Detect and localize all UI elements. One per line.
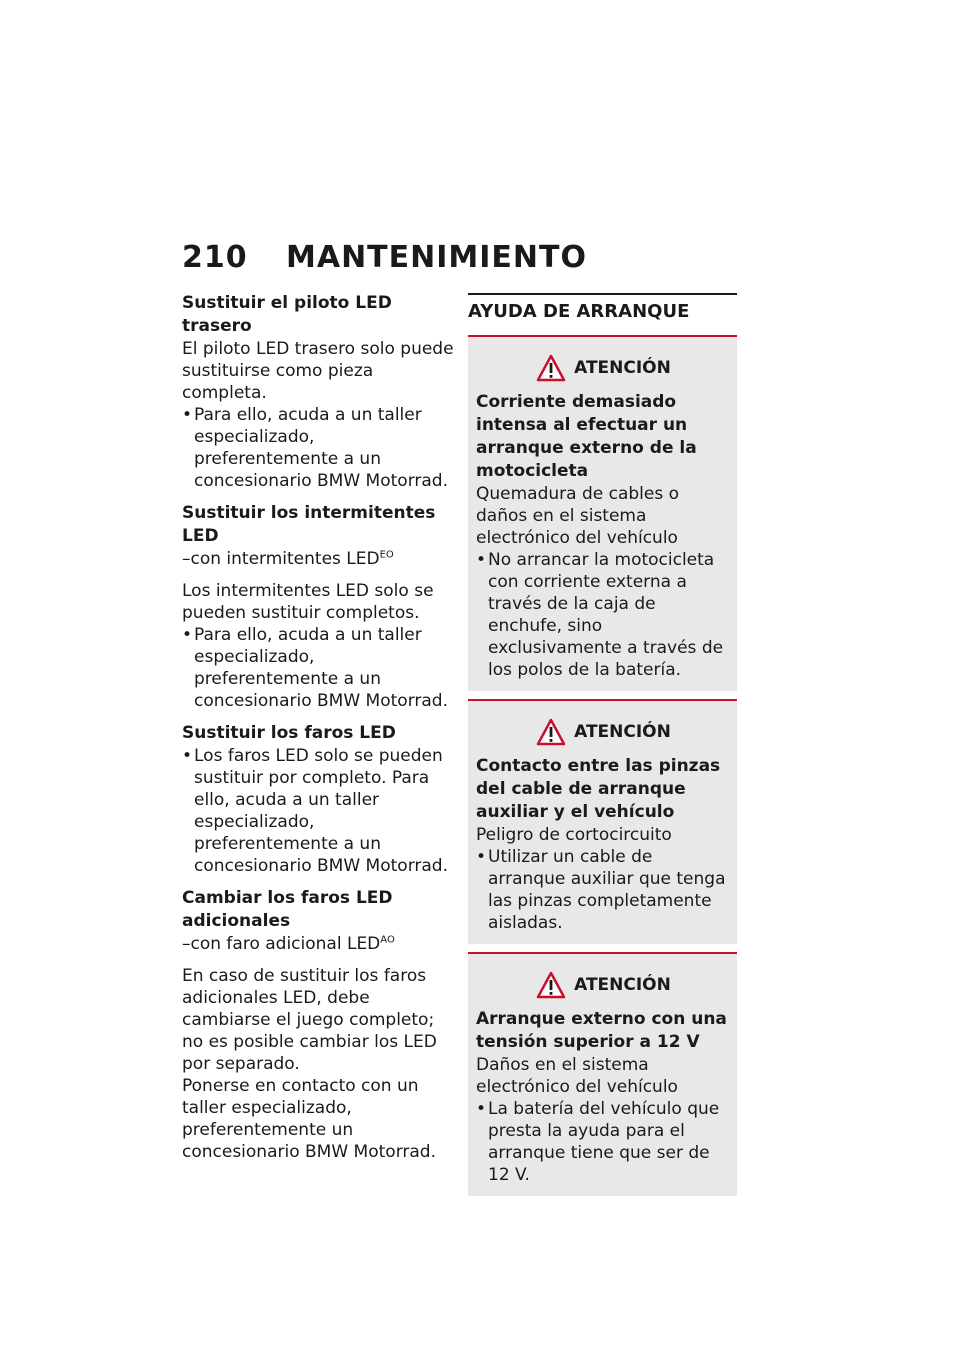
warning-heading: Corriente demasiado intensa al efectuar un arranque externo de la motocicleta [476,392,697,481]
paragraph: Ponerse en contacto con un taller especializado, preferentemente un concesionario BMW Motorrad. [182,1076,436,1162]
condition-line: –con intermitentes $LED^{EO}$ [182,549,394,569]
section-heading: Sustituir los faros LED [182,723,396,743]
condition-line: –con faro adicional $LED^{AO}$ [182,934,395,954]
section-headlights [182,722,454,877]
chapter-title: MANTENIMIENTO [286,240,587,275]
warning-heading: Contacto entre las pinzas del cable de arranque auxiliar y el vehículo [476,756,721,822]
option-code: EO [379,549,394,561]
page-number: 210 [182,240,248,275]
section-heading: Cambiar los faros LED adicionales [182,888,393,931]
warning-triangle-icon [536,971,566,999]
section-heading: Sustituir el piloto LED trasero [182,293,392,336]
option-code: AO [380,934,395,946]
list-item: • Para ello, acuda a un taller especializado, preferentemente a un concesionario BMW Motorrad. [182,625,448,711]
bullet-dot: • [182,625,193,645]
warning-text: Peligro de cortocircuito [476,825,672,845]
list-item: • No arrancar la motocicleta con corriente externa a través de la caja de enchufe, sino exclusivamente a través de los polos de la batería. [476,550,724,680]
warning-triangle-icon [536,354,566,382]
list-item: • Utilizar un cable de arranque auxiliar que tenga las pinzas completamente aisladas. [476,847,726,933]
right-column [468,293,737,1196]
paragraph: En caso de sustituir los faros adicionales LED, debe cambiarse el juego completo; no es posible cambiar los LED por separado. [182,966,437,1074]
section-heading: Sustituir los intermitentes LED [182,503,436,546]
list-item: • Los faros LED solo se pueden sustituir por completo. Para ello, acuda a un taller especializado, preferentemente a un concesionario BMW Motorrad. [182,746,448,876]
warning-label: ATENCIÓN [574,975,671,995]
warning-header [476,713,731,751]
paragraph: El piloto LED trasero solo puede sustituirse como pieza completa. [182,339,454,403]
warning-label: ATENCIÓN [574,358,671,378]
page-header [182,240,587,275]
section-tail-light [182,292,454,492]
warning-text: Quemadura de cables o daños en el sistema electrónico del vehículo [476,484,680,548]
bullet-dot: • [476,1099,487,1119]
warning-heading: Arranque externo con una tensión superior a 12 V [476,1009,727,1052]
warning-box [468,335,737,691]
warning-header [476,966,731,1004]
left-column [182,292,454,1163]
bullet-dot: • [182,405,193,425]
bullet-dot: • [476,847,487,867]
list-item: • La batería del vehículo que presta la ayuda para el arranque tiene que ser de 12 V. [476,1099,720,1185]
warning-text: Daños en el sistema electrónico del vehículo [476,1055,678,1097]
section-turn-signals [182,502,454,712]
bullet-dot: • [476,550,487,570]
warning-triangle-icon [536,718,566,746]
list-item: • Para ello, acuda a un taller especializado, preferentemente a un concesionario BMW Motorrad. [182,405,448,491]
warning-box [468,699,737,944]
bullet-dot: • [182,746,193,766]
warning-header [476,349,731,387]
warning-label: ATENCIÓN [574,722,671,742]
section-aux-headlights [182,887,454,1163]
warning-box [468,952,737,1196]
section-title: AYUDA DE ARRANQUE [468,293,737,329]
paragraph: Los intermitentes LED solo se pueden sustituir completos. [182,581,434,623]
